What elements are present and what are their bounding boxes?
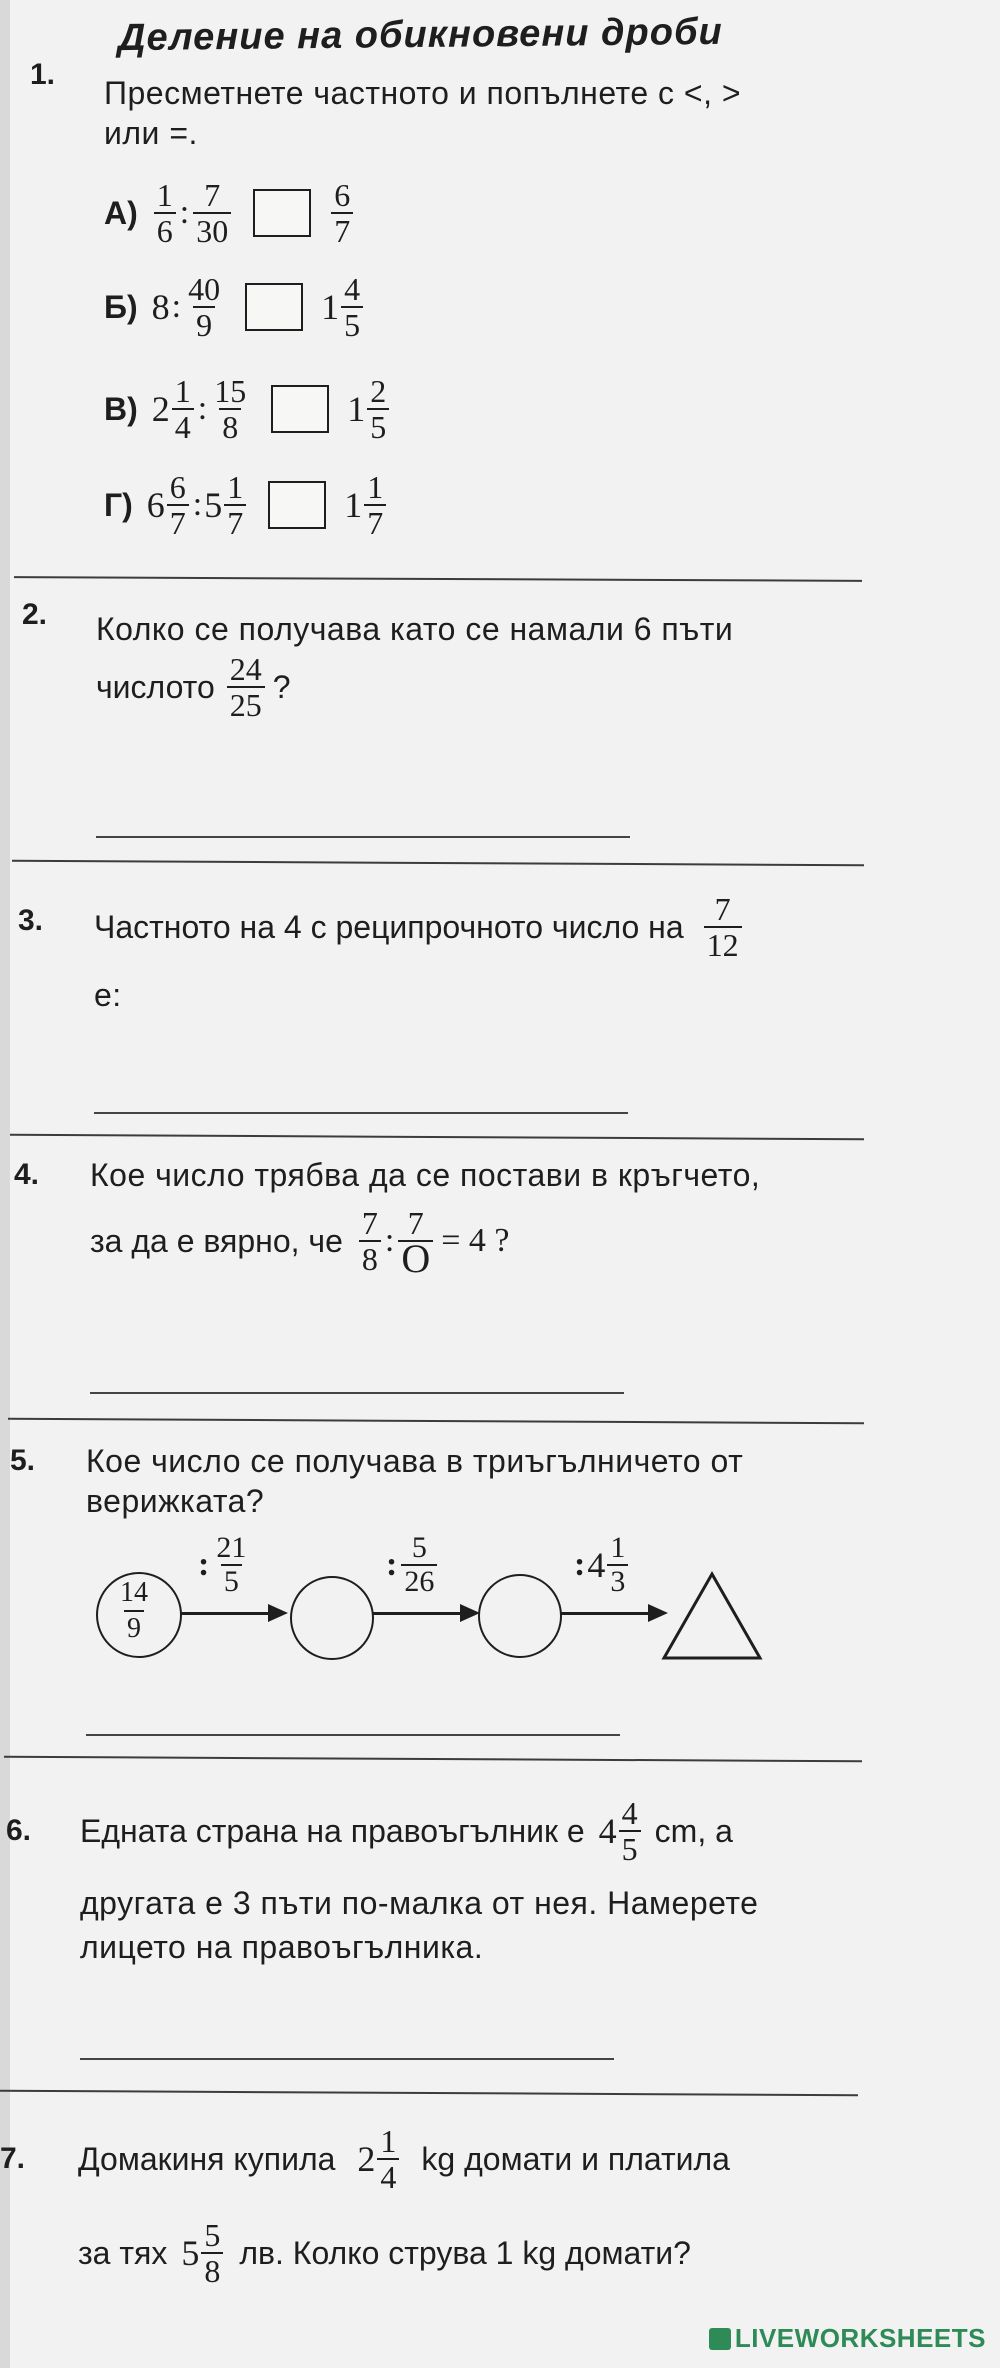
fraction: $\frac{6}{7}$ [331,178,353,248]
chain-circle-3[interactable] [478,1574,562,1658]
chain-arrow-1 [180,1612,272,1615]
q6-text-line2: другата е 3 пъти по-малка от нея. Намерете [80,1885,759,1921]
q1-text-line1: Пресметнете частното и попълнете с <, > [104,75,742,111]
fraction: $\frac{40}{9}$ [188,271,221,343]
q1-item-a: А) $\frac{1}{6}$ : $\frac{7}{30}$ $\frac{6}{7}$ [104,178,355,248]
q7-line1: Домакиня купила 2 $\frac{1}{4}$ kg домати и платила [78,2123,730,2195]
fraction: $\frac{1}{7}$ [364,470,386,540]
fraction: $\frac{7}{12}$ [704,892,742,962]
q3-text-line2: е: [94,977,122,1013]
q3-line1 [94,892,744,962]
q4-text-line2: за да е вярно, че [90,1222,343,1259]
q5-text-line1: Кое число се получава в триъгълничето от [86,1443,744,1479]
worksheet-title: Деление на обикновени дроби [117,10,723,60]
q6-line1: Едната страна на правоъгълник е 4 $\frac{4}{5}$ cm, а [80,1795,733,1867]
q7-text-line2: за тях [78,2234,168,2271]
q1-item-g-label: Г) [104,486,133,523]
section-divider [10,1134,864,1140]
page-edge [0,0,10,2368]
q1-text-line2: или =. [104,115,198,151]
fraction: $\frac{7}{8}$ [359,1206,381,1276]
section-divider [12,860,864,866]
fraction: $\frac{5}{8}$ [201,2218,223,2288]
q1-item-a-answer-box[interactable] [253,189,311,237]
q3-number: 3. [18,904,44,937]
fraction: $\frac{1}{6}$ [154,178,176,248]
q7-text-line1: Домакиня купила [78,2140,336,2177]
fraction: $\frac{21}{5}$ [216,1531,247,1598]
fraction-with-circle: $\frac{7}{O}$ [398,1206,433,1276]
chain-arrow-2 [372,1612,464,1615]
fraction: $\frac{6}{7}$ [167,470,189,540]
fraction: $\frac{1}{7}$ [224,470,246,540]
q1-item-g: Г) 6 $\frac{6}{7}$ : 5 $\frac{1}{7}$ 1 $\frac{1}{7}$ [104,470,388,540]
q2-line2: числото $\frac{24}{25}$ ? [96,651,291,723]
q4-line2: за да е вярно, че $\frac{7}{8}$ : $\frac{7}{O}$ = 4 ? [90,1205,510,1281]
liveworksheets-icon [709,2328,731,2350]
chain-arrowhead-2 [460,1604,480,1622]
section-divider [8,1418,864,1424]
q1-item-g-answer-box[interactable] [268,481,326,529]
q7-line2: за тях 5 $\frac{5}{8}$ лв. Колко струва 1 kg домати? [78,2217,691,2289]
q3-text-line1: Частното на 4 с реципрочното число на [94,908,684,945]
q6-number: 6. [6,1814,32,1847]
q1-item-v: В) 2 $\frac{1}{4}$ : $\frac{15}{8}$ 1 $\frac{2}{5}$ [104,374,391,444]
fraction: $\frac{5}{26}$ [401,1532,437,1598]
q2-answer-line[interactable] [96,836,630,838]
q5-number: 5. [10,1444,36,1477]
chain-arrowhead-1 [268,1604,288,1622]
fraction: $\frac{4}{5}$ [619,1796,641,1866]
section-divider [14,576,862,582]
fraction: $\frac{24}{25}$ [227,652,265,722]
chain-op-2: : $\frac{5}{26}$ [384,1532,439,1598]
q5-text-line2: верижката? [86,1483,265,1519]
chain-circle-2[interactable] [290,1576,374,1660]
q4-number: 4. [14,1158,40,1191]
chain-start-fraction: $\frac{14}{9}$ [120,1577,148,1644]
fraction: $\frac{4}{5}$ [341,272,363,342]
q2-text-line1: Колко се получава като се намали 6 пъти [96,611,734,647]
q7-number: 7. [0,2142,26,2175]
q2-text-line2: числото [96,668,215,705]
fraction: $\frac{7}{30}$ [193,178,231,248]
chain-arrow-3 [560,1612,652,1615]
fraction: $\frac{1}{4}$ [377,2124,399,2194]
fraction: $\frac{15}{8}$ [214,373,247,445]
q1-item-b-answer-box[interactable] [245,283,303,331]
chain-triangle[interactable] [660,1570,764,1662]
q1-item-v-label: В) [104,390,138,427]
q1-item-b-label: Б) [104,288,138,325]
q4-answer-line[interactable] [90,1392,624,1394]
q1-item-v-answer-box[interactable] [271,385,329,433]
chain-op-1: : $\frac{21}{5}$ [196,1532,251,1598]
section-divider [0,2090,858,2096]
q4-text-line1: Кое число трябва да се постави в кръгчето, [90,1157,761,1193]
fraction: $\frac{2}{5}$ [367,374,389,444]
section-divider [4,1756,862,1762]
q1-item-b: Б) 8 : $\frac{40}{9}$ 1 $\frac{4}{5}$ [104,272,365,342]
q6-text-line3: лицето на правоъгълника. [80,1929,484,1965]
q2-number: 2. [22,598,48,631]
circle-placeholder[interactable]: O [398,1240,433,1276]
q3-answer-line[interactable] [94,1112,628,1114]
chain-op-3: : 4 $\frac{1}{3}$ [572,1532,630,1598]
q6-text-line1: Едната страна на правоъгълник е [80,1812,585,1849]
liveworksheets-logo: LIVEWORKSHEETS [709,2323,986,2354]
fraction: $\frac{1}{4}$ [172,374,194,444]
q6-answer-line[interactable] [80,2058,614,2060]
q1-item-a-label: А) [104,194,138,231]
q1-number: 1. [30,58,56,91]
fraction: $\frac{1}{3}$ [607,1532,628,1598]
q5-answer-line[interactable] [86,1734,620,1736]
